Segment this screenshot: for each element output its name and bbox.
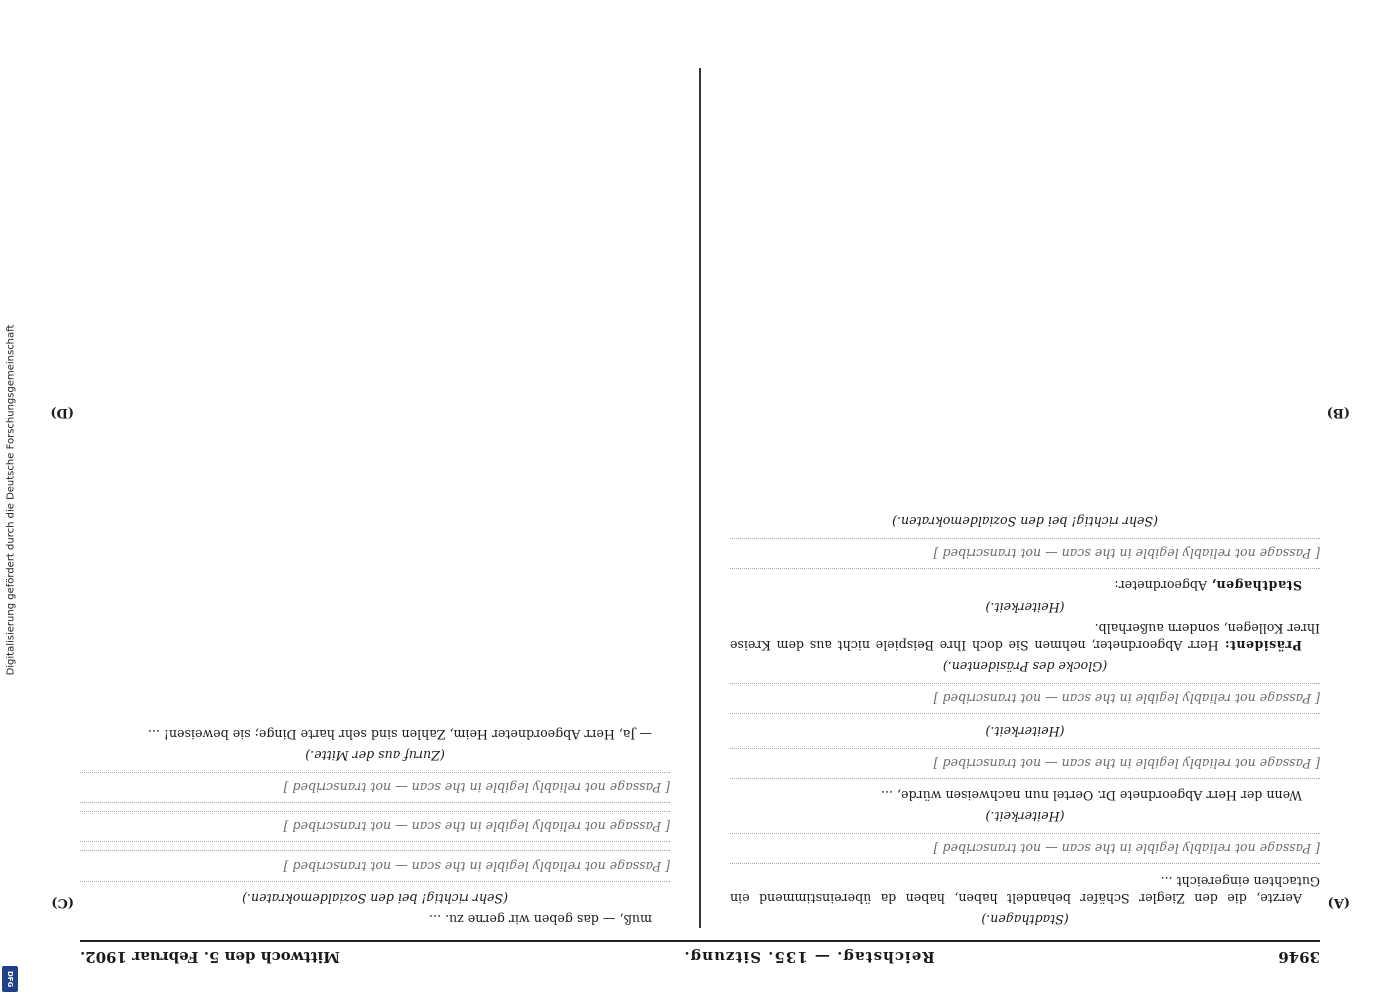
dfg-logo: DFG xyxy=(2,966,18,992)
left-column xyxy=(730,68,1320,928)
page-header xyxy=(80,940,1320,980)
speaker-role: Abgeordneter: xyxy=(1114,578,1208,594)
illegible-note: [ Passage not reliably legible in the scan — not transcribed ] xyxy=(80,772,670,803)
column-divider xyxy=(699,68,701,928)
interjection: (Glocke des Präsidenten.) xyxy=(942,659,1108,675)
illegible-note: [ Passage not reliably legible in the scan — not transcribed ] xyxy=(730,748,1320,779)
paragraph: — Ja, Herr Abgeordneter Heim, Zahlen sind sehr harte Dinge; sie beweisen! ... xyxy=(147,726,652,742)
session-date: Mittwoch den 5. Februar 1902. xyxy=(80,948,340,966)
speaker-label: Präsident: xyxy=(1224,637,1302,653)
speaker-header: (Stadthagen.) xyxy=(981,912,1069,927)
speaker-resumes xyxy=(730,577,1320,594)
right-column xyxy=(80,68,670,928)
page-number: 3946 xyxy=(1278,948,1320,966)
speaker-name: Stadthagen, xyxy=(1211,578,1302,594)
attribution-text: Digitalisierung gefördert durch die Deutsche Forschungsgemeinschaft xyxy=(5,324,17,676)
president-remark xyxy=(730,620,1320,654)
illegible-note: [ Passage not reliably legible in the scan — not transcribed ] xyxy=(730,538,1320,569)
paragraph: Aerzte, die den Ziegler Schäfer behandelt haben, haben da übereinstimmend ein Gutachten eingereicht ... xyxy=(730,873,1320,906)
marker-d: (D) xyxy=(50,405,74,420)
illegible-note: [ Passage not reliably legible in the scan — not transcribed ] xyxy=(730,833,1320,864)
marker-a: (A) xyxy=(1327,895,1350,910)
session-title: Reichstag. — 135. Sitzung. xyxy=(683,948,935,966)
interjection: (Heiterkeit.) xyxy=(985,809,1065,825)
marker-b: (B) xyxy=(1326,405,1350,420)
interjection: (Heiterkeit.) xyxy=(985,723,1065,739)
interjection: (Zuruf aus der Mitte.) xyxy=(305,747,445,763)
paragraph: muß, — das geben wir gerne zu. ... xyxy=(429,912,652,927)
paragraph: Wenn der Herr Abgeordnete Dr. Oertel nun nachweisen würde, ... xyxy=(881,787,1302,803)
interjection: (Heiterkeit.) xyxy=(985,599,1065,615)
attribution-strip xyxy=(0,0,22,1000)
illegible-note: [ Passage not reliably legible in the scan — not transcribed ] xyxy=(80,850,670,881)
marker-c: (C) xyxy=(51,895,74,910)
illegible-note: [ Passage not reliably legible in the scan — not transcribed ] xyxy=(730,683,1320,714)
interjection: (Sehr richtig! bei den Sozialdemokraten.) xyxy=(242,890,508,906)
printed-page xyxy=(50,55,1350,980)
remark-text: Herr Abgeordneter, nehmen Sie doch Ihre Beispiele nicht aus dem Kreise Ihrer Kollegen, sondern außerhalb. xyxy=(730,620,1320,653)
interjection: (Sehr richtig! bei den Sozialdemokraten.) xyxy=(892,513,1158,529)
illegible-note: [ Passage not reliably legible in the scan — not transcribed ] xyxy=(80,811,670,842)
